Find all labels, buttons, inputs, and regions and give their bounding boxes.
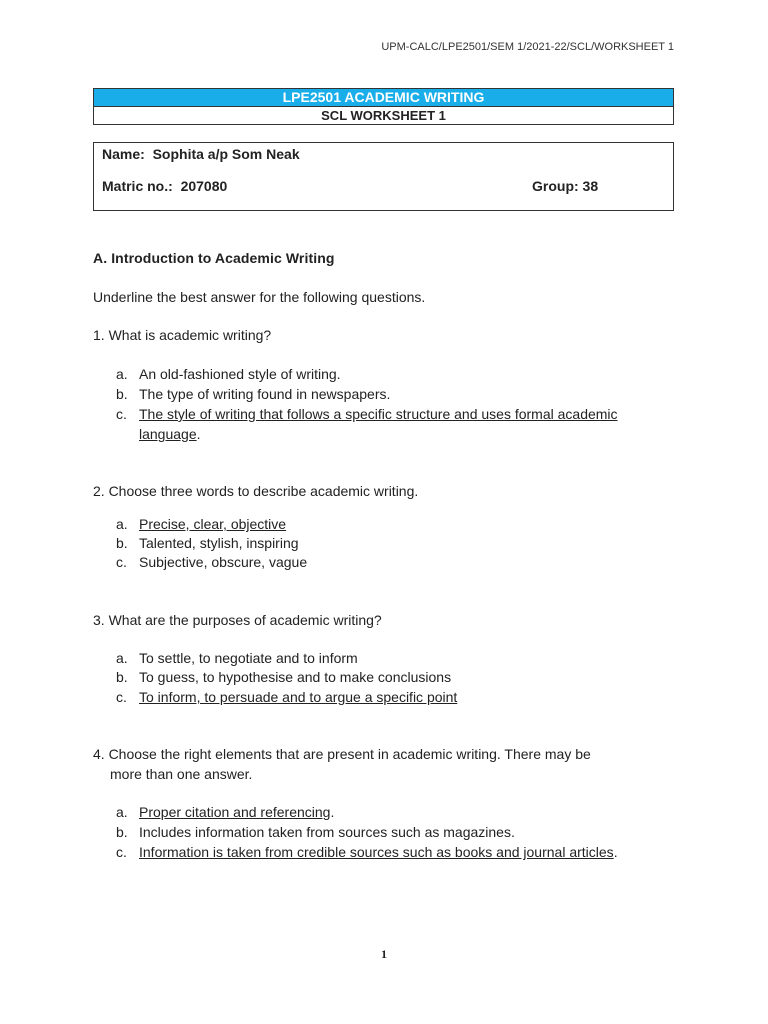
- option-label: b.: [116, 535, 128, 551]
- underlined-answer: Information is taken from credible sources such as books and journal articles: [139, 844, 614, 860]
- option-label: a.: [116, 804, 128, 820]
- option-label: c.: [116, 844, 127, 860]
- option-label: a.: [116, 516, 128, 532]
- option-label: a.: [116, 650, 128, 666]
- option-text: To settle, to negotiate and to inform: [139, 650, 358, 666]
- option-text-wrapper: [139, 687, 676, 707]
- student-name: [102, 146, 300, 162]
- group-value: 38: [582, 178, 599, 194]
- option-suffix: .: [330, 804, 335, 820]
- underlined-answer: Proper citation and referencing: [139, 804, 331, 820]
- option-label: c.: [116, 689, 127, 705]
- group-label: Group:: [532, 178, 579, 194]
- option-text-wrapper: [139, 842, 676, 862]
- option-text-wrapper: [139, 514, 676, 534]
- underlined-answer: To inform, to persuade and to argue a specific point: [139, 689, 458, 705]
- option-text: Includes information taken from sources such as magazines.: [139, 824, 515, 840]
- question-4-line-1: 4. Choose the right elements that are present in academic writing. There may be: [93, 746, 591, 762]
- section-title: A. Introduction to Academic Writing: [93, 250, 335, 266]
- question-1: 1. What is academic writing?: [93, 327, 272, 343]
- student-info-box: [93, 142, 674, 211]
- option-label: b.: [116, 824, 128, 840]
- option-text: The type of writing found in newspapers.: [139, 386, 391, 402]
- underlined-answer: The style of writing that follows a specific structure and uses formal academic language: [139, 406, 618, 442]
- page-number: 1: [381, 947, 387, 961]
- worksheet-title: SCL WORKSHEET 1: [321, 108, 446, 123]
- option-text: An old-fashioned style of writing.: [139, 366, 341, 382]
- matric-value: 207080: [180, 178, 228, 194]
- question-4-line-2: more than one answer.: [110, 766, 253, 782]
- instruction-text: Underline the best answer for the following questions.: [93, 289, 426, 305]
- option-text-wrapper: [139, 802, 676, 822]
- matric-number: [102, 178, 227, 194]
- option-text: Talented, stylish, inspiring: [139, 535, 299, 551]
- underlined-answer: Precise, clear, objective: [139, 516, 287, 532]
- question-3: 3. What are the purposes of academic writing?: [93, 612, 382, 628]
- option-label: a.: [116, 366, 128, 382]
- option-suffix: .: [196, 426, 201, 442]
- name-value: Sophita a/p Som Neak: [152, 146, 300, 162]
- option-label: b.: [116, 669, 128, 685]
- document-header-reference: UPM-CALC/LPE2501/SEM 1/2021-22/SCL/WORKSHEET 1: [381, 41, 674, 53]
- option-text: To guess, to hypothesise and to make conclusions: [139, 669, 452, 685]
- matric-label: Matric no.:: [102, 178, 173, 194]
- name-label: Name:: [102, 146, 145, 162]
- option-text-wrapper: [139, 404, 676, 444]
- group-number: [532, 178, 598, 194]
- option-text: Subjective, obscure, vague: [139, 554, 308, 570]
- option-label: b.: [116, 386, 128, 402]
- option-label: c.: [116, 554, 127, 570]
- course-title: LPE2501 ACADEMIC WRITING: [94, 89, 673, 107]
- question-2: 2. Choose three words to describe academic writing.: [93, 483, 419, 499]
- title-table: [93, 88, 674, 125]
- option-label: c.: [116, 406, 127, 422]
- option-suffix: .: [613, 844, 618, 860]
